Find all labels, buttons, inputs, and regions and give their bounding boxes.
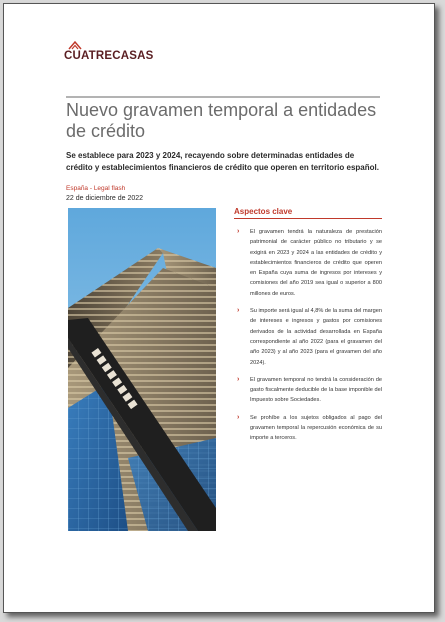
document-date: 22 de diciembre de 2022 (66, 195, 144, 202)
logo-mark-icon (68, 40, 82, 50)
title-divider (66, 96, 380, 98)
chevron-right-icon: › (237, 375, 240, 383)
key-aspects-divider (234, 218, 382, 219)
list-item (234, 413, 382, 444)
document-subtitle: Se establece para 2023 y 2024, recayendo sobre determinadas entidades de crédito y establecimientos financieros de crédito que operen en territorio español. (66, 151, 379, 172)
key-aspects-title: Aspectos clave (234, 207, 293, 216)
list-item-text: Se prohíbe a los sujetos obligados al pago del gravamen temporal la repercusión económica de su importe a terceros. (250, 414, 382, 442)
key-aspects-list (234, 227, 382, 444)
chevron-right-icon: › (237, 228, 240, 235)
list-item (234, 375, 382, 406)
building-photo (68, 208, 216, 531)
document-title: Nuevo gravamen temporal a entidades de crédito (66, 100, 377, 141)
list-item (234, 227, 382, 299)
logo-text: CUATRECASAS (64, 50, 154, 62)
list-item-text: El gravamen tendrá la naturaleza de prestación patrimonial de carácter público no tributario y se exigirá en 2023 y 2024 a las entidades de crédito y establecimientos financieros de crédito que operen en España cuya suma de ingresos por intereses y comisiones del año 2019 sea igual o superior a 800 millones de euros. (250, 229, 382, 297)
list-item (234, 306, 382, 368)
chevron-right-icon: › (237, 307, 240, 315)
document-page (3, 3, 435, 613)
document-tag: España - Legal flash (66, 185, 126, 192)
chevron-right-icon: › (237, 413, 240, 421)
key-aspects-panel (234, 207, 382, 451)
list-item-text: El gravamen temporal no tendrá la consideración de gasto fiscalmente deducible de la base imponible del Impuesto sobre Sociedades. (250, 376, 382, 404)
list-item-text: Su importe será igual al 4,8% de la suma del margen de intereses e ingresos y gastos por comisiones derivados de la actividad desarrollada en España correspondiente al año 2022 (para el gravamen del año 2023) y al año 2023 (para el gravamen del año 2024). (250, 308, 382, 366)
